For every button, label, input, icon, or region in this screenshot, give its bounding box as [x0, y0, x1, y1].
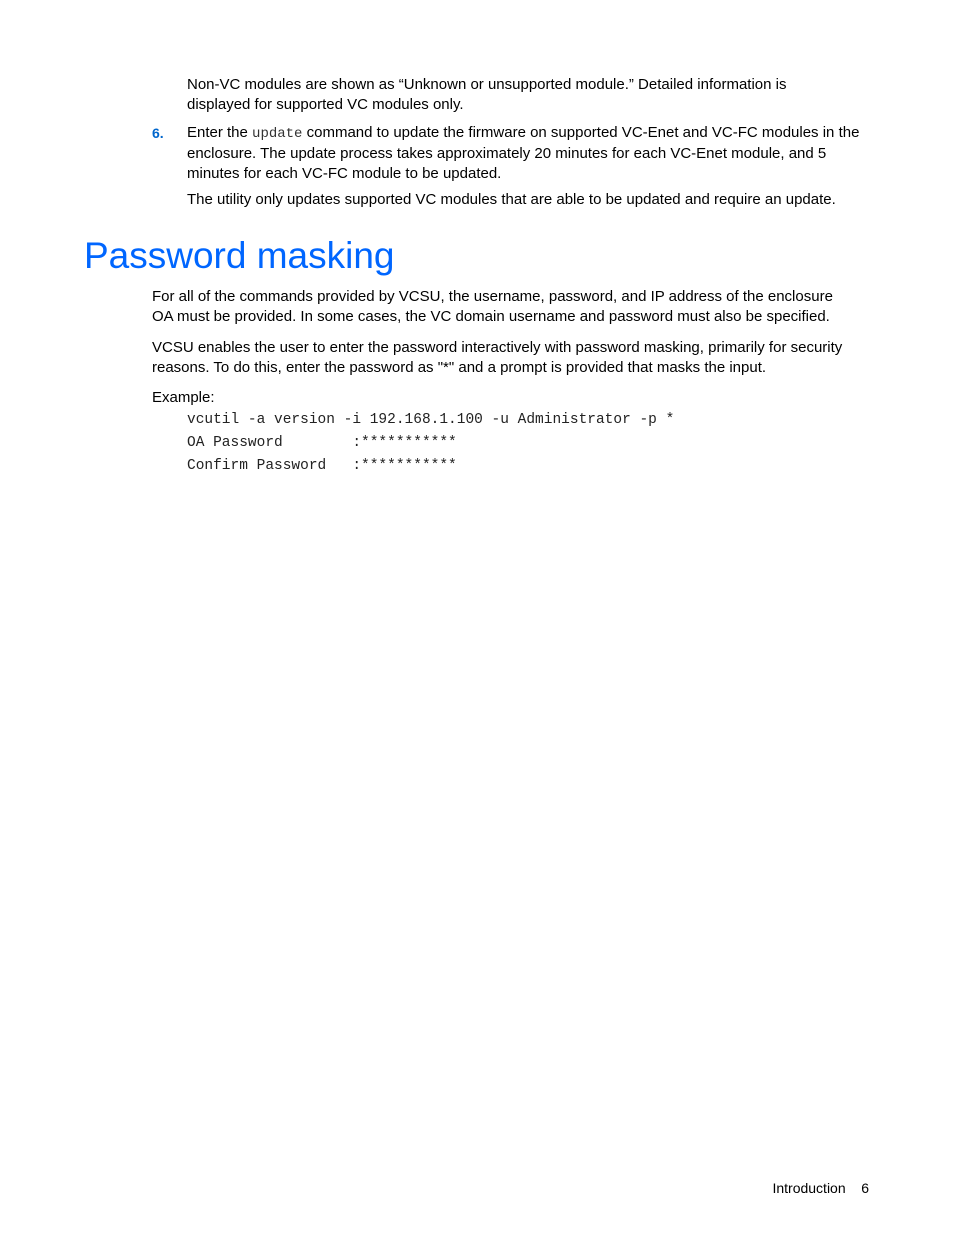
example-label: Example:	[152, 389, 215, 406]
paragraph-credentials: For all of the commands provided by VCSU, the username, password, and IP address of the enclosure OA must be provided. In some cases, the VC domain username and password must also be specified.	[152, 288, 833, 325]
update-command: update	[252, 126, 303, 142]
step-6-note: The utility only updates supported VC modules that are able to be updated and require an update.	[187, 191, 836, 208]
footer-section-name: Introduction	[772, 1180, 846, 1196]
step-6-text-after: command to update the firmware on supported VC-Enet and VC-FC modules in the enclosure. The update process takes approximately 20 minutes for each VC-Enet module, and 5 minutes for each VC-FC module to be updated.	[187, 124, 860, 182]
page-number: 6	[861, 1180, 869, 1196]
step-6-text	[187, 123, 877, 184]
code-line: OA Password :***********	[187, 435, 457, 451]
page-footer	[757, 1158, 869, 1218]
paragraph-masking: VCSU enables the user to enter the password interactively with password masking, primarily for security reasons. To do this, enter the password as "*" and a prompt is provided that masks the input.	[152, 339, 843, 376]
intro-note: Non-VC modules are shown as “Unknown or unsupported module.” Detailed information is displayed for supported VC modules only.	[187, 76, 787, 113]
step-6-text-before: Enter the	[187, 124, 253, 141]
code-line: vcutil -a version -i 192.168.1.100 -u Administrator -p *	[187, 412, 675, 428]
section-heading: Password masking	[84, 235, 395, 276]
code-line: Confirm Password :***********	[187, 458, 457, 474]
step-number: 6.	[152, 125, 164, 141]
